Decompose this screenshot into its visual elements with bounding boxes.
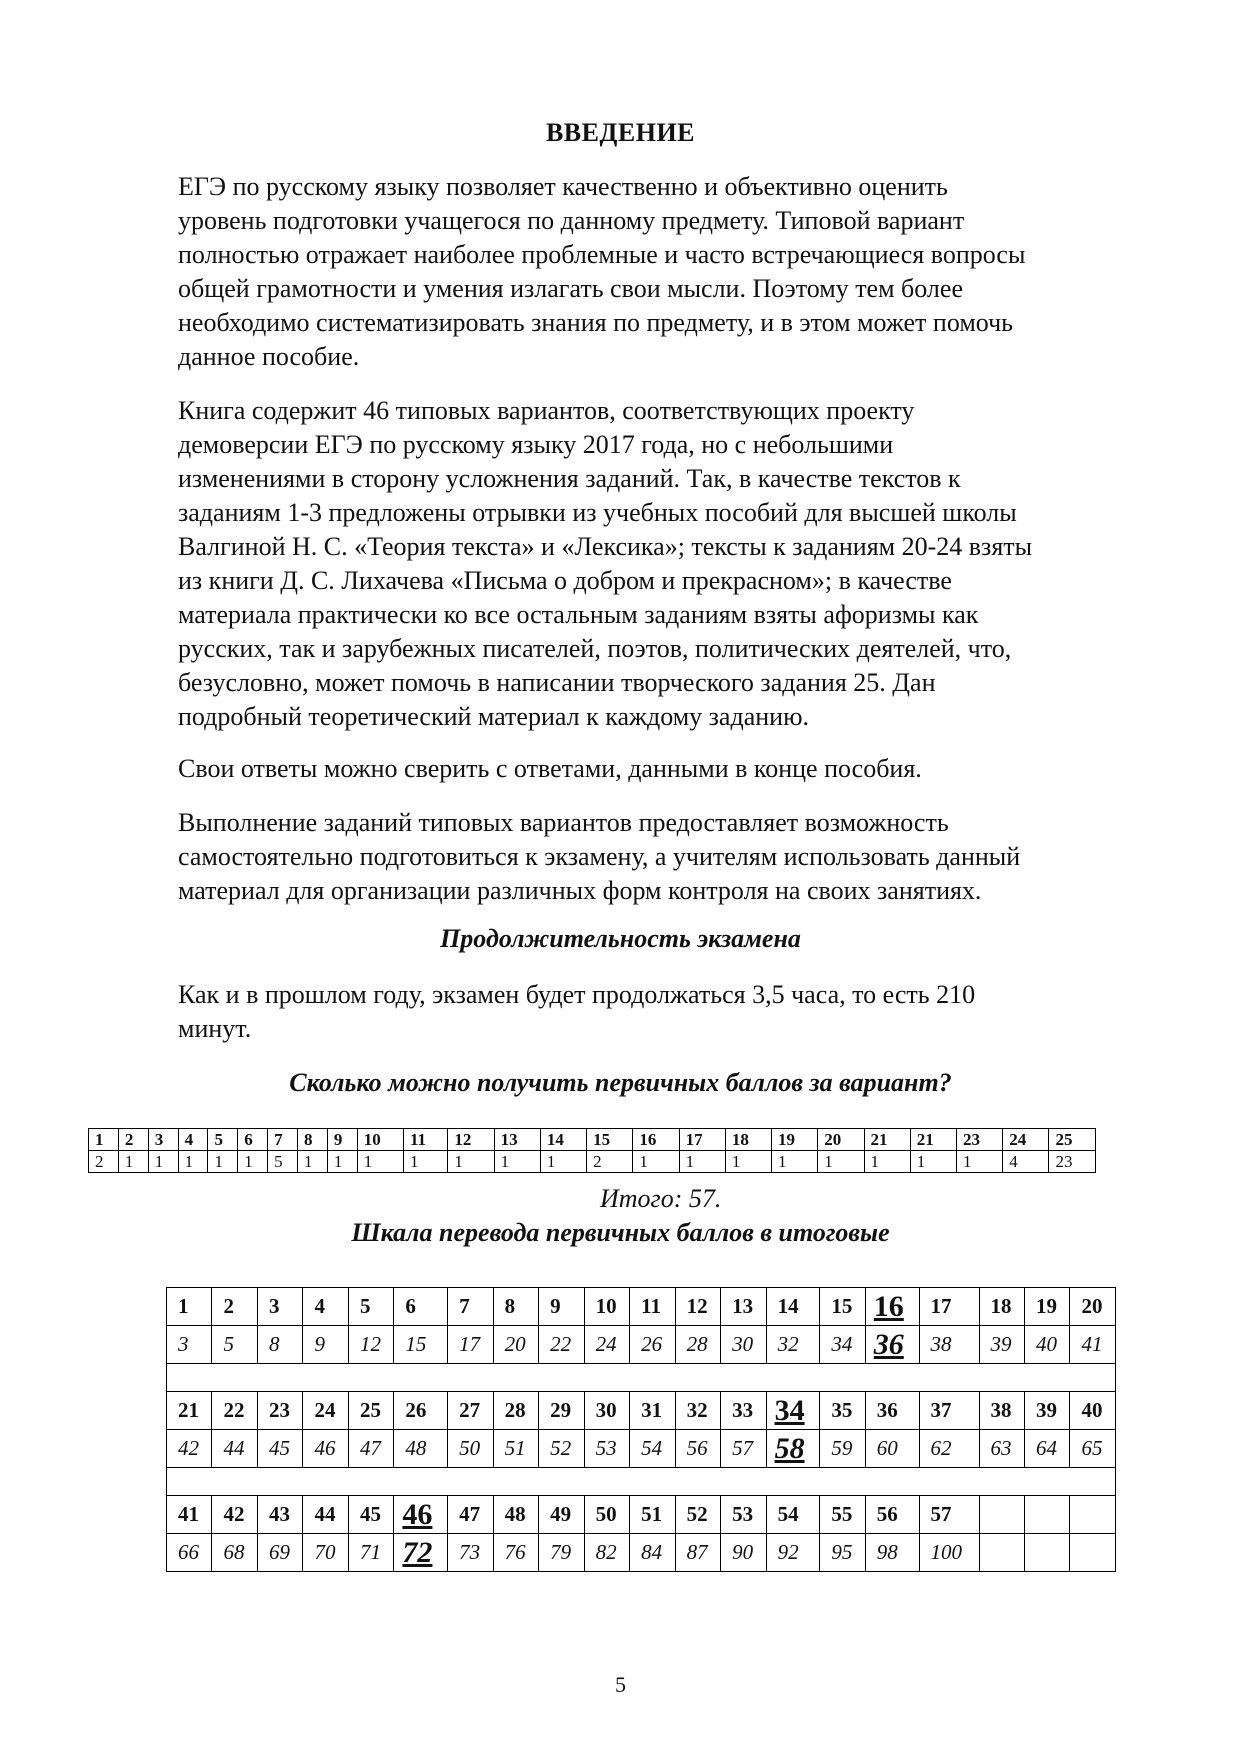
final-score-cell: 59	[820, 1430, 865, 1468]
task-points-cell: 1	[956, 1151, 1002, 1173]
primary-score-cell: 46	[394, 1496, 448, 1534]
task-number-cell: 21	[864, 1129, 910, 1151]
final-score-cell: 9	[303, 1326, 348, 1364]
primary-score-cell: 5	[348, 1288, 393, 1326]
primary-score-cell: 43	[257, 1496, 302, 1534]
task-number-cell: 14	[540, 1129, 586, 1151]
task-points-cell: 1	[298, 1151, 328, 1173]
final-score-cell: 3	[167, 1326, 212, 1364]
final-score-cell: 32	[766, 1326, 820, 1364]
spacer-cell	[167, 1468, 1116, 1496]
text-line: минут.	[178, 1014, 252, 1043]
text-line: из книги Д. С. Лихачева «Письма о добром и прекрасном»; в качестве	[178, 566, 952, 595]
text-line: Свои ответы можно сверить с ответами, данными в конце пособия.	[178, 754, 922, 783]
final-score-cell: 17	[448, 1326, 493, 1364]
primary-score-cell: 9	[539, 1288, 584, 1326]
task-points-cell: 1	[148, 1151, 178, 1173]
final-score-cell: 8	[257, 1326, 302, 1364]
primary-score-cell: 48	[493, 1496, 538, 1534]
task-points-cell: 1	[725, 1151, 771, 1173]
primary-score-cell: 49	[539, 1496, 584, 1534]
text-line: Выполнение заданий типовых вариантов предоставляет возможность	[178, 808, 949, 837]
text-line: демоверсии ЕГЭ по русскому языку 2017 года, но с небольшими	[178, 430, 894, 459]
final-score-cell: 28	[675, 1326, 720, 1364]
scale-spacer-row	[167, 1364, 1116, 1392]
final-score-cell	[1024, 1534, 1069, 1572]
primary-score-cell: 55	[820, 1496, 865, 1534]
primary-score-cell: 41	[167, 1496, 212, 1534]
primary-score-cell	[979, 1496, 1024, 1534]
primary-score-cell	[1070, 1496, 1116, 1534]
task-points-cell: 1	[633, 1151, 679, 1173]
final-score-cell: 57	[721, 1430, 766, 1468]
text-line: Книга содержит 46 типовых вариантов, соответствующих проекту	[178, 396, 915, 425]
text-line: материала практически ко все остальным заданиям взяты афоризмы как	[178, 600, 979, 629]
task-points-cell: 1	[403, 1151, 447, 1173]
scale-spacer-row	[167, 1468, 1116, 1496]
final-score-cell: 36	[865, 1326, 919, 1364]
final-score-cell: 58	[766, 1430, 820, 1468]
primary-score-cell: 38	[979, 1392, 1024, 1430]
final-score-cell: 65	[1070, 1430, 1116, 1468]
task-number-cell: 19	[772, 1129, 818, 1151]
text-line: ЕГЭ по русскому языку позволяет качественно и объективно оценить	[178, 172, 948, 201]
task-number-cell: 5	[208, 1129, 238, 1151]
task-points-cell: 5	[268, 1151, 298, 1173]
task-number-cell: 24	[1003, 1129, 1049, 1151]
duration-paragraph	[178, 978, 1138, 1046]
final-score-cell: 68	[212, 1534, 257, 1572]
final-score-cell: 98	[865, 1534, 919, 1572]
final-score-cell: 56	[675, 1430, 720, 1468]
primary-score-cell: 37	[919, 1392, 979, 1430]
final-score-cell: 63	[979, 1430, 1024, 1468]
task-number-cell: 13	[494, 1129, 540, 1151]
final-score-cell: 87	[675, 1534, 720, 1572]
task-points-cell: 1	[864, 1151, 910, 1173]
task-number-cell: 15	[587, 1129, 633, 1151]
text-line: данное пособие.	[178, 342, 360, 371]
scale-table	[166, 1287, 1116, 1572]
primary-score-cell: 3	[257, 1288, 302, 1326]
intro-paragraph-3	[178, 752, 1138, 786]
final-score-cell: 47	[348, 1430, 393, 1468]
primary-score-cell: 52	[675, 1496, 720, 1534]
task-points-cell: 1	[238, 1151, 268, 1173]
primary-score-cell: 29	[539, 1392, 584, 1430]
final-score-cell: 38	[919, 1326, 979, 1364]
final-score-cell: 95	[820, 1534, 865, 1572]
final-score-cell: 42	[167, 1430, 212, 1468]
primary-score-cell: 12	[675, 1288, 720, 1326]
primary-score-cell: 34	[766, 1392, 820, 1430]
final-score-cell: 62	[919, 1430, 979, 1468]
text-line: подробный теоретический материал к каждому заданию.	[178, 702, 809, 731]
final-score-cell: 76	[493, 1534, 538, 1572]
scores-task-row	[89, 1129, 1096, 1151]
total-score: Итого: 57.	[600, 1184, 722, 1213]
final-score-cell: 66	[167, 1534, 212, 1572]
scale-primary-row	[167, 1392, 1116, 1430]
task-points-cell: 1	[494, 1151, 540, 1173]
text-line: безусловно, может помочь в написании творческого задания 25. Дан	[178, 668, 936, 697]
final-score-cell: 82	[584, 1534, 629, 1572]
scores-table	[88, 1128, 1096, 1173]
intro-paragraph-1	[178, 170, 1138, 374]
primary-score-cell: 56	[865, 1496, 919, 1534]
task-points-cell: 4	[1003, 1151, 1049, 1173]
task-points-cell: 1	[679, 1151, 725, 1173]
final-score-cell: 73	[448, 1534, 493, 1572]
final-score-cell: 20	[493, 1326, 538, 1364]
task-number-cell: 25	[1049, 1129, 1096, 1151]
final-score-cell	[979, 1534, 1024, 1572]
final-score-cell: 40	[1024, 1326, 1069, 1364]
primary-score-cell: 23	[257, 1392, 302, 1430]
final-score-cell	[1070, 1534, 1116, 1572]
primary-score-cell: 1	[167, 1288, 212, 1326]
final-score-cell: 39	[979, 1326, 1024, 1364]
final-score-cell: 69	[257, 1534, 302, 1572]
final-score-cell: 26	[630, 1326, 675, 1364]
text-line: заданиям 1-3 предложены отрывки из учебных пособий для высшей школы	[178, 498, 1017, 527]
text-line: изменениями в сторону усложнения заданий. Так, в качестве текстов к	[178, 464, 961, 493]
duration-heading: Продолжительность экзамена	[440, 924, 801, 953]
primary-score-cell: 45	[348, 1496, 393, 1534]
task-number-cell: 11	[403, 1129, 447, 1151]
task-points-cell: 1	[357, 1151, 403, 1173]
primary-score-cell: 21	[167, 1392, 212, 1430]
task-number-cell: 20	[818, 1129, 864, 1151]
task-points-cell: 23	[1049, 1151, 1096, 1173]
task-number-cell: 8	[298, 1129, 328, 1151]
task-number-cell: 6	[238, 1129, 268, 1151]
scores-heading: Сколько можно получить первичных баллов за вариант?	[289, 1068, 952, 1097]
task-number-cell: 4	[178, 1129, 208, 1151]
primary-score-cell: 32	[675, 1392, 720, 1430]
primary-score-cell: 11	[630, 1288, 675, 1326]
final-score-cell: 30	[721, 1326, 766, 1364]
task-number-cell: 17	[679, 1129, 725, 1151]
task-number-cell: 2	[118, 1129, 148, 1151]
task-points-cell: 1	[910, 1151, 956, 1173]
task-number-cell: 3	[148, 1129, 178, 1151]
final-score-cell: 46	[303, 1430, 348, 1468]
final-score-cell: 51	[493, 1430, 538, 1468]
primary-score-cell: 44	[303, 1496, 348, 1534]
task-number-cell: 23	[956, 1129, 1002, 1151]
scale-primary-row	[167, 1288, 1116, 1326]
primary-score-cell: 7	[448, 1288, 493, 1326]
scale-final-row	[167, 1430, 1116, 1468]
final-score-cell: 70	[303, 1534, 348, 1572]
intro-paragraph-4	[178, 806, 1138, 908]
final-score-cell: 53	[584, 1430, 629, 1468]
primary-score-cell: 18	[979, 1288, 1024, 1326]
task-points-cell: 1	[118, 1151, 148, 1173]
text-line: необходимо систематизировать знания по предмету, и в этом может помочь	[178, 308, 1014, 337]
primary-score-cell: 42	[212, 1496, 257, 1534]
primary-score-cell: 28	[493, 1392, 538, 1430]
primary-score-cell: 15	[820, 1288, 865, 1326]
primary-score-cell: 6	[394, 1288, 448, 1326]
text-line: уровень подготовки учащегося по данному предмету. Типовой вариант	[178, 206, 965, 235]
final-score-cell: 71	[348, 1534, 393, 1572]
text-line: общей грамотности и умения излагать свои мысли. Поэтому тем более	[178, 274, 963, 303]
text-line: Валгиной Н. С. «Теория текста» и «Лексика»; тексты к заданиям 20-24 взяты	[178, 532, 1033, 561]
final-score-cell: 60	[865, 1430, 919, 1468]
primary-score-cell: 36	[865, 1392, 919, 1430]
final-score-cell: 72	[394, 1534, 448, 1572]
scores-points-row	[89, 1151, 1096, 1173]
primary-score-cell: 13	[721, 1288, 766, 1326]
final-score-cell: 5	[212, 1326, 257, 1364]
final-score-cell: 22	[539, 1326, 584, 1364]
primary-score-cell: 20	[1070, 1288, 1116, 1326]
task-number-cell: 10	[357, 1129, 403, 1151]
primary-score-cell: 47	[448, 1496, 493, 1534]
text-line: Как и в прошлом году, экзамен будет продолжаться 3,5 часа, то есть 210	[178, 980, 976, 1009]
final-score-cell: 15	[394, 1326, 448, 1364]
task-number-cell: 7	[268, 1129, 298, 1151]
primary-score-cell: 24	[303, 1392, 348, 1430]
scale-primary-row	[167, 1496, 1116, 1534]
final-score-cell: 48	[394, 1430, 448, 1468]
task-points-cell: 1	[208, 1151, 238, 1173]
task-points-cell: 1	[448, 1151, 494, 1173]
scale-final-row	[167, 1534, 1116, 1572]
scale-final-row	[167, 1326, 1116, 1364]
primary-score-cell: 57	[919, 1496, 979, 1534]
primary-score-cell: 27	[448, 1392, 493, 1430]
final-score-cell: 50	[448, 1430, 493, 1468]
primary-score-cell: 19	[1024, 1288, 1069, 1326]
primary-score-cell: 31	[630, 1392, 675, 1430]
task-points-cell: 2	[587, 1151, 633, 1173]
primary-score-cell: 10	[584, 1288, 629, 1326]
task-number-cell: 18	[725, 1129, 771, 1151]
page-title: ВВЕДЕНИЕ	[545, 118, 696, 147]
primary-score-cell: 33	[721, 1392, 766, 1430]
final-score-cell: 24	[584, 1326, 629, 1364]
primary-score-cell: 54	[766, 1496, 820, 1534]
text-line: полностью отражает наиболее проблемные и часто встречающиеся вопросы	[178, 240, 1026, 269]
task-points-cell: 1	[772, 1151, 818, 1173]
final-score-cell: 84	[630, 1534, 675, 1572]
primary-score-cell: 40	[1070, 1392, 1116, 1430]
task-points-cell: 1	[327, 1151, 357, 1173]
primary-score-cell: 26	[394, 1392, 448, 1430]
final-score-cell: 34	[820, 1326, 865, 1364]
primary-score-cell: 51	[630, 1496, 675, 1534]
intro-paragraph-2	[178, 394, 1138, 734]
final-score-cell: 92	[766, 1534, 820, 1572]
task-points-cell: 1	[178, 1151, 208, 1173]
task-number-cell: 16	[633, 1129, 679, 1151]
primary-score-cell: 30	[584, 1392, 629, 1430]
task-number-cell: 9	[327, 1129, 357, 1151]
text-line: русских, так и зарубежных писателей, поэтов, политических деятелей, что,	[178, 634, 1012, 663]
primary-score-cell: 22	[212, 1392, 257, 1430]
text-line: материал для организации различных форм контроля на своих занятиях.	[178, 876, 982, 905]
task-number-cell: 12	[448, 1129, 494, 1151]
primary-score-cell: 16	[865, 1288, 919, 1326]
task-number-cell: 1	[89, 1129, 119, 1151]
final-score-cell: 79	[539, 1534, 584, 1572]
final-score-cell: 90	[721, 1534, 766, 1572]
primary-score-cell: 35	[820, 1392, 865, 1430]
final-score-cell: 44	[212, 1430, 257, 1468]
primary-score-cell: 17	[919, 1288, 979, 1326]
task-points-cell: 1	[540, 1151, 586, 1173]
scale-heading: Шкала перевода первичных баллов в итоговые	[351, 1218, 890, 1247]
primary-score-cell: 50	[584, 1496, 629, 1534]
spacer-cell	[167, 1364, 1116, 1392]
primary-score-cell: 4	[303, 1288, 348, 1326]
primary-score-cell: 2	[212, 1288, 257, 1326]
text-line: самостоятельно подготовиться к экзамену, а учителям использовать данный	[178, 842, 1021, 871]
final-score-cell: 41	[1070, 1326, 1116, 1364]
task-number-cell: 21	[910, 1129, 956, 1151]
final-score-cell: 12	[348, 1326, 393, 1364]
final-score-cell: 54	[630, 1430, 675, 1468]
primary-score-cell: 14	[766, 1288, 820, 1326]
primary-score-cell	[1024, 1496, 1069, 1534]
primary-score-cell: 8	[493, 1288, 538, 1326]
primary-score-cell: 39	[1024, 1392, 1069, 1430]
final-score-cell: 52	[539, 1430, 584, 1468]
primary-score-cell: 25	[348, 1392, 393, 1430]
final-score-cell: 100	[919, 1534, 979, 1572]
page-number: 5	[615, 1672, 626, 1697]
primary-score-cell: 53	[721, 1496, 766, 1534]
task-points-cell: 2	[89, 1151, 119, 1173]
final-score-cell: 64	[1024, 1430, 1069, 1468]
task-points-cell: 1	[818, 1151, 864, 1173]
final-score-cell: 45	[257, 1430, 302, 1468]
